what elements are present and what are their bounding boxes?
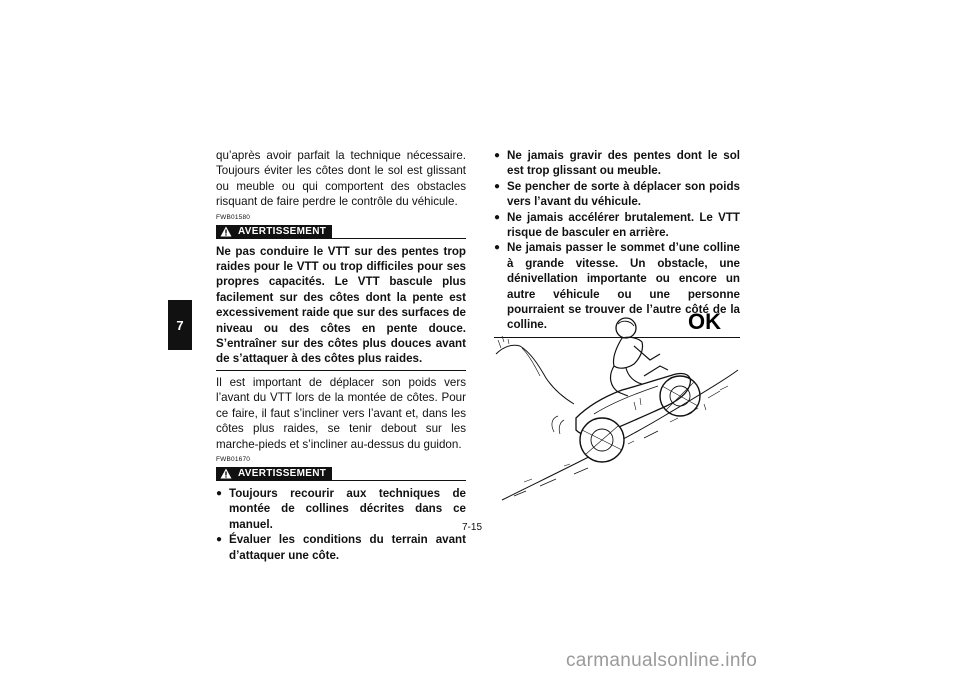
warning-header-1 [216, 223, 466, 240]
warning-label: AVERTISSEMENT [238, 225, 327, 237]
warning-triangle-icon [220, 468, 232, 479]
chapter-tab [168, 300, 192, 350]
warning-header-2 [216, 465, 466, 482]
body-paragraph: Il est important de déplacer son poids vers l’avant du VTT lors de la montée de côtes. Pour ce faire, il faut s’incliner vers l’avant et, dans les côtes plus raides, se tenir debout sur les marche-pieds et s’incliner au-dessus du guidon. [216, 375, 466, 451]
warning-code-1: FWB01580 [216, 213, 251, 221]
list-item: ● Se pencher de sorte à déplacer son poids vers l’avant du véhicule. [494, 179, 740, 210]
warning-text-1: Ne pas conduire le VTT sur des pentes trop raides pour le VTT ou trop difficiles pour ses propres capacités. Le VTT bascule plus facilement sur des côtes dont la pente est excessivement raide que sur des surfaces de niveau ou des côtes en pente douce. S’entraîner sur des côtes plus douces avant de s’attaquer à des côtes plus raides. [216, 244, 466, 371]
atv-climbing-hill-illustration [494, 306, 740, 502]
warning-bullets-2 [216, 486, 466, 563]
warning-triangle-icon [220, 226, 232, 237]
intro-paragraph: qu’après avoir parfait la technique nécessaire. Toujours éviter les côtes dont le sol est glissant ou meuble ou qui comportent des obstacles risquant de faire perdre le contrôle du véhicule. [216, 149, 466, 209]
left-column [216, 148, 466, 563]
page-number: 7-15 [462, 522, 483, 533]
list-item: ● Toujours recourir aux techniques de montée de collines décrites dans ce manuel. [216, 486, 466, 532]
list-item: ● Ne jamais accélérer brutalement. Le VTT risque de basculer en arrière. [494, 210, 740, 241]
warning-badge [216, 467, 332, 481]
list-item: ● Évaluer les conditions du terrain avant d’attaquer une côte. [216, 532, 466, 563]
list-item: ● Ne jamais passer le sommet d’une colline à grande vitesse. Un obstacle, une dénivellation importante ou encore un autre véhicule ou une personne pourraient se trouver de l’autre côté de la colline. [494, 240, 740, 332]
watermark: carmanualsonline.info [566, 650, 758, 671]
list-item: ● Ne jamais gravir des pentes dont le sol est trop glissant ou meuble. [494, 148, 740, 179]
warning-badge [216, 225, 332, 239]
chapter-number: 7 [176, 317, 184, 333]
ok-label: OK [688, 309, 721, 334]
warning-label: AVERTISSEMENT [238, 468, 327, 480]
warning-code-2: FWB01670 [216, 455, 251, 463]
